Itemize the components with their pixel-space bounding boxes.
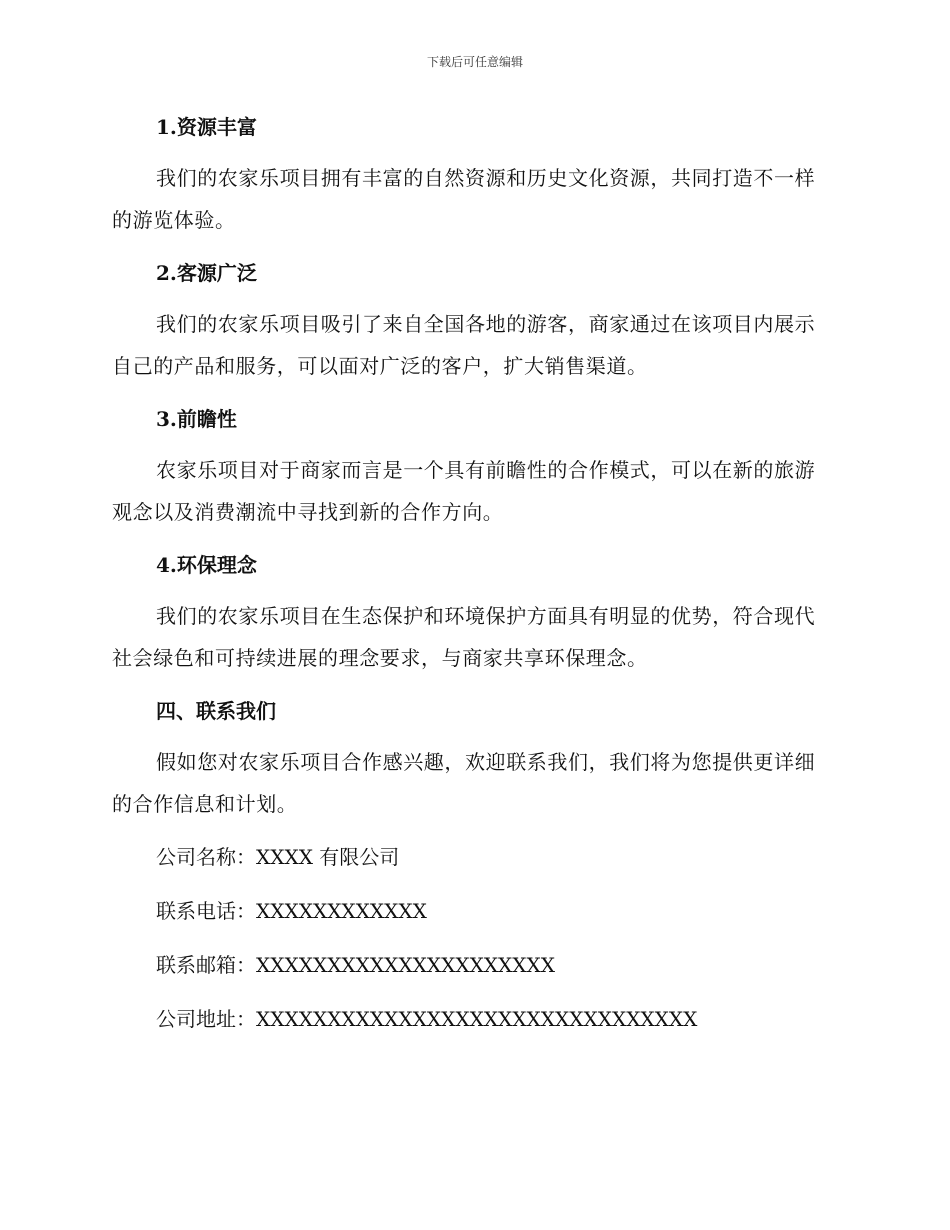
document-body bbox=[112, 107, 832, 1053]
contact-phone-label: 联系电话： bbox=[156, 899, 256, 923]
contact-address bbox=[112, 999, 832, 1039]
section-heading-foresight: 3.前瞻性 bbox=[156, 407, 237, 431]
section-body-contact: 假如您对农家乐项目合作感兴趣，欢迎联系我们，我们将为您提供更详细的合作信息和计划。 bbox=[112, 750, 816, 816]
contact-email bbox=[112, 945, 832, 985]
section-body-eco: 我们的农家乐项目在生态保护和环境保护方面具有明显的优势，符合现代社会绿色和可持续进展的理念要求，与商家共享环保理念。 bbox=[112, 604, 816, 670]
section-body-customers: 我们的农家乐项目吸引了来自全国各地的游客，商家通过在该项目内展示自己的产品和服务，可以面对广泛的客户，扩大销售渠道。 bbox=[112, 312, 816, 378]
section-body-foresight: 农家乐项目对于商家而言是一个具有前瞻性的合作模式，可以在新的旅游观念以及消费潮流中寻找到新的合作方向。 bbox=[112, 458, 816, 524]
contact-phone bbox=[112, 891, 832, 931]
section-heading-resources: 1.资源丰富 bbox=[156, 115, 257, 139]
header-note: 下载后可任意编辑 bbox=[426, 55, 523, 69]
contact-company-label: 公司名称： bbox=[156, 845, 256, 869]
section-heading-eco: 4.环保理念 bbox=[156, 553, 257, 577]
contact-email-label: 联系邮箱： bbox=[156, 953, 256, 977]
section-body-resources: 我们的农家乐项目拥有丰富的自然资源和历史文化资源，共同打造不一样的游览体验。 bbox=[112, 166, 816, 232]
contact-address-label: 公司地址： bbox=[156, 1007, 256, 1031]
contact-company-value: XXXX 有限公司 bbox=[256, 845, 400, 869]
contact-company-name bbox=[112, 837, 832, 877]
contact-phone-value: XXXXXXXXXXXX bbox=[256, 899, 427, 923]
contact-email-value: XXXXXXXXXXXXXXXXXXXXX bbox=[256, 953, 556, 977]
section-heading-customers: 2.客源广泛 bbox=[156, 261, 257, 285]
section-heading-contact: 四、联系我们 bbox=[156, 699, 276, 723]
contact-address-value: XXXXXXXXXXXXXXXXXXXXXXXXXXXXXXX bbox=[256, 1007, 698, 1031]
